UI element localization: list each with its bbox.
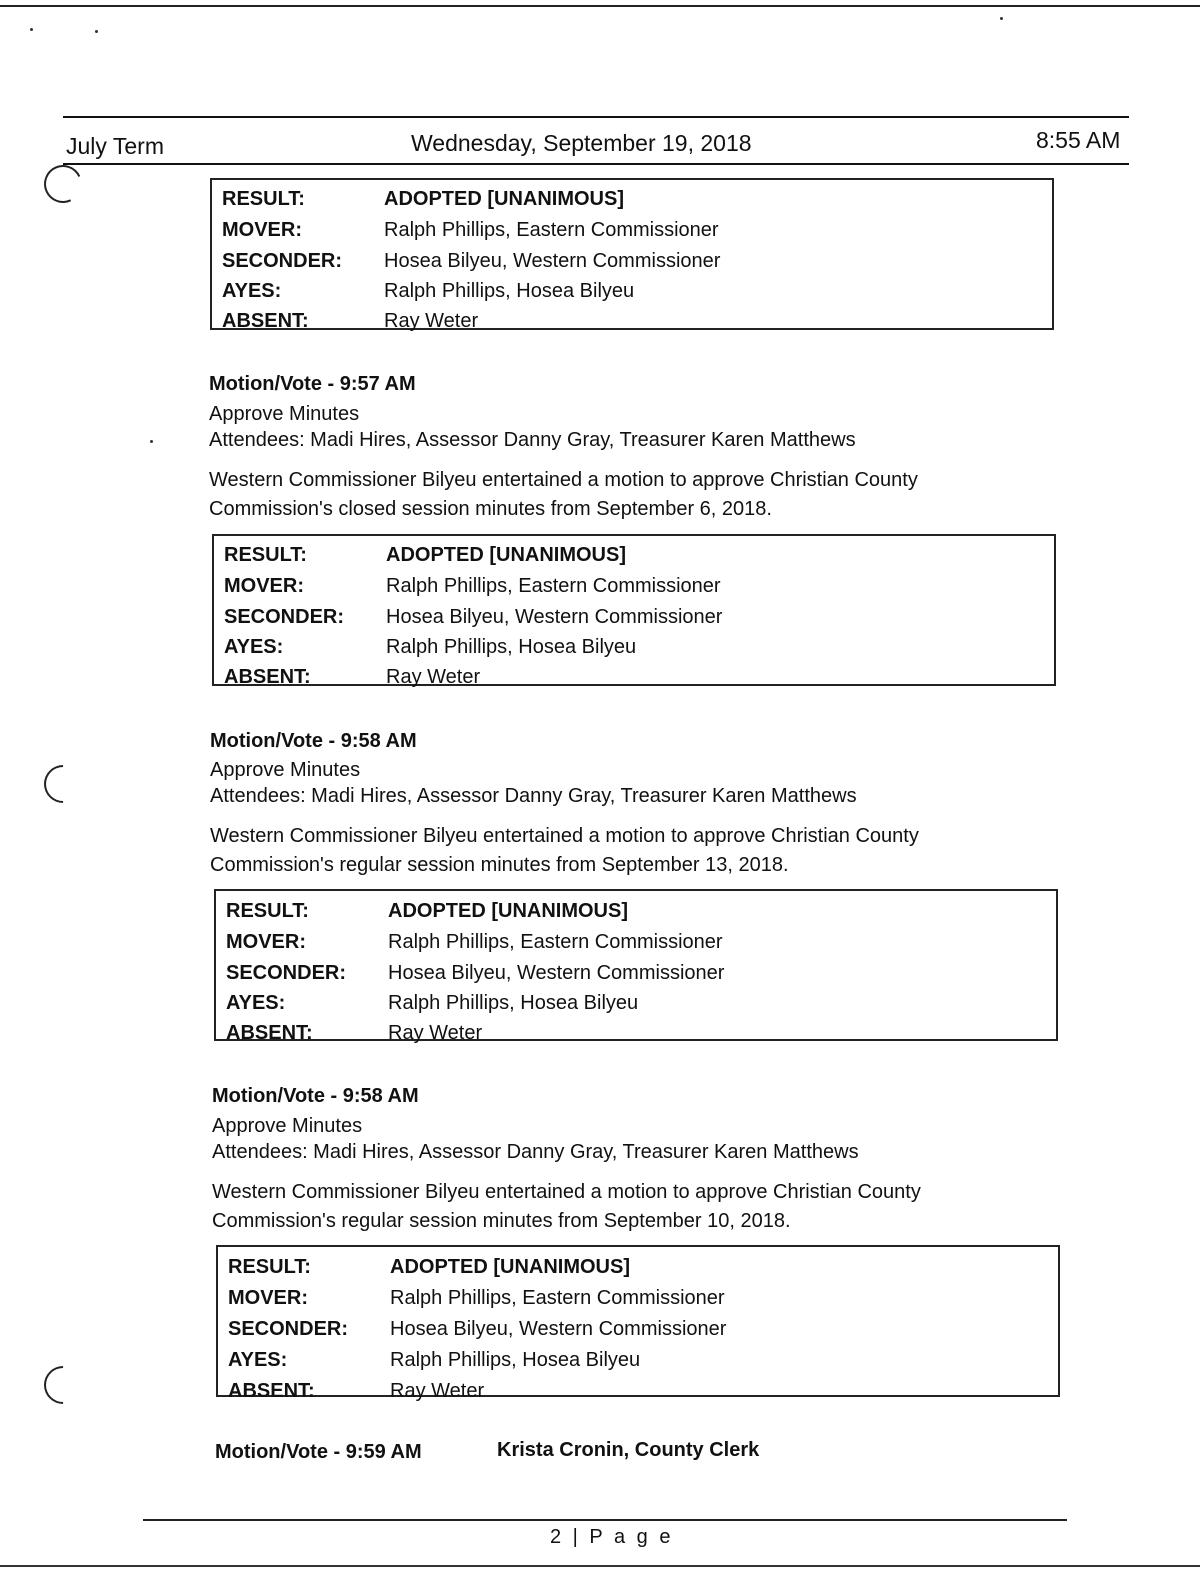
- mover-value: Ralph Phillips, Eastern Commissioner: [390, 1287, 725, 1309]
- result-label: RESULT:: [224, 544, 307, 566]
- absent-value: Ray Weter: [388, 1022, 483, 1044]
- result-value: ADOPTED [UNANIMOUS]: [384, 188, 624, 210]
- mover-value: Ralph Phillips, Eastern Commissioner: [384, 219, 719, 241]
- absent-label: ABSENT:: [228, 1380, 315, 1402]
- punch-hole: [39, 160, 88, 209]
- header-bottom-rule: [63, 163, 1129, 165]
- motion-text: Western Commissioner Bilyeu entertained a motion to approve Christian County: [212, 1181, 921, 1203]
- ayes-label: AYES:: [222, 280, 282, 302]
- vote-result-box: [214, 889, 1058, 1044]
- result-value: ADOPTED [UNANIMOUS]: [390, 1256, 630, 1278]
- meeting-time: 8:55 AM: [1036, 127, 1121, 153]
- mover-label: MOVER:: [222, 219, 302, 241]
- motion-title: Approve Minutes: [209, 403, 360, 425]
- motion-title: Approve Minutes: [210, 759, 361, 781]
- motion-attendees: Attendees: Madi Hires, Assessor Danny Gray, Treasurer Karen Matthews: [209, 429, 856, 451]
- scan-bottom-edge: [0, 1565, 1200, 1567]
- seconder-value: Hosea Bilyeu, Western Commissioner: [388, 962, 725, 984]
- seconder-value: Hosea Bilyeu, Western Commissioner: [386, 606, 723, 628]
- seconder-label: SECONDER:: [222, 250, 343, 272]
- mover-value: Ralph Phillips, Eastern Commissioner: [388, 931, 723, 953]
- motion-attendees: Attendees: Madi Hires, Assessor Danny Gray, Treasurer Karen Matthews: [210, 785, 857, 807]
- mover-value: Ralph Phillips, Eastern Commissioner: [386, 575, 721, 597]
- motion-text: Commission's regular session minutes from September 10, 2018.: [212, 1210, 791, 1232]
- punch-hole: [36, 757, 90, 811]
- ayes-value: Ralph Phillips, Hosea Bilyeu: [386, 636, 637, 658]
- motion-text: Western Commissioner Bilyeu entertained a motion to approve Christian County: [210, 825, 919, 847]
- scan-top-edge: [0, 5, 1200, 7]
- term-label: July Term: [66, 133, 164, 159]
- clerk-signature-line: Krista Cronin, County Clerk: [497, 1439, 760, 1461]
- absent-label: ABSENT:: [226, 1022, 313, 1044]
- mover-label: MOVER:: [226, 931, 306, 953]
- motion-heading: Motion/Vote - 9:58 AM: [212, 1085, 419, 1107]
- seconder-label: SECONDER:: [226, 962, 347, 984]
- vote-result-box: [210, 178, 1054, 330]
- seconder-value: Hosea Bilyeu, Western Commissioner: [390, 1318, 727, 1340]
- motion-heading: Motion/Vote - 9:57 AM: [209, 373, 416, 395]
- seconder-label: SECONDER:: [228, 1318, 349, 1340]
- absent-value: Ray Weter: [384, 310, 479, 332]
- seconder-value: Hosea Bilyeu, Western Commissioner: [384, 250, 721, 272]
- motion-heading: Motion/Vote - 9:59 AM: [215, 1441, 422, 1463]
- ayes-label: AYES:: [226, 992, 286, 1014]
- ayes-value: Ralph Phillips, Hosea Bilyeu: [390, 1349, 641, 1371]
- vote-result-box: [212, 534, 1056, 686]
- header-top-rule: [63, 116, 1129, 118]
- result-label: RESULT:: [222, 188, 305, 210]
- absent-value: Ray Weter: [390, 1380, 485, 1402]
- ayes-label: AYES:: [228, 1349, 288, 1371]
- absent-label: ABSENT:: [224, 666, 311, 688]
- mover-label: MOVER:: [228, 1287, 308, 1309]
- result-label: RESULT:: [226, 900, 309, 922]
- result-label: RESULT:: [228, 1256, 311, 1278]
- absent-value: Ray Weter: [386, 666, 481, 688]
- scan-speck: [30, 28, 33, 31]
- motion-text: Commission's closed session minutes from September 6, 2018.: [209, 498, 772, 520]
- motion-heading: Motion/Vote - 9:58 AM: [210, 730, 417, 752]
- ayes-value: Ralph Phillips, Hosea Bilyeu: [384, 280, 635, 302]
- scan-speck: [95, 30, 98, 33]
- ayes-label: AYES:: [224, 636, 284, 658]
- vote-result-box: [216, 1245, 1060, 1402]
- page-number: 2 | P a g e: [550, 1526, 674, 1548]
- motion-attendees: Attendees: Madi Hires, Assessor Danny Gray, Treasurer Karen Matthews: [212, 1141, 859, 1163]
- scan-speck: [150, 440, 153, 443]
- meeting-date: Wednesday, September 19, 2018: [411, 130, 752, 156]
- motion-text: Commission's regular session minutes from September 13, 2018.: [210, 854, 789, 876]
- mover-label: MOVER:: [224, 575, 304, 597]
- scan-speck: [1000, 17, 1003, 20]
- motion-text: Western Commissioner Bilyeu entertained a motion to approve Christian County: [209, 469, 918, 491]
- absent-label: ABSENT:: [222, 310, 309, 332]
- ayes-value: Ralph Phillips, Hosea Bilyeu: [388, 992, 639, 1014]
- seconder-label: SECONDER:: [224, 606, 345, 628]
- punch-hole: [36, 1358, 90, 1412]
- result-value: ADOPTED [UNANIMOUS]: [388, 900, 628, 922]
- motion-title: Approve Minutes: [212, 1115, 363, 1137]
- footer-rule: [143, 1519, 1067, 1521]
- result-value: ADOPTED [UNANIMOUS]: [386, 544, 626, 566]
